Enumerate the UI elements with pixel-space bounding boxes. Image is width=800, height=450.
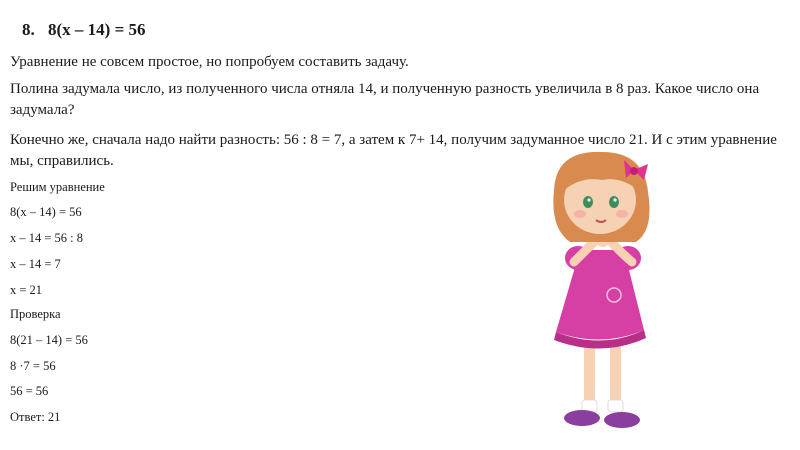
intro-paragraph: Уравнение не совсем простое, но попробуем составить задачу.	[10, 54, 409, 70]
girl-shoe	[564, 410, 600, 426]
eye-highlight	[587, 198, 590, 201]
solution-title: Решим уравнение	[10, 180, 105, 194]
solution-step: x – 14 = 56 : 8	[10, 231, 84, 245]
explanation-paragraph: Конечно же, сначала надо найти разность: 56 : 8 = 7, а затем к 7+ 14, получим задуманное число 21. И с этим уравнение мы, справились.	[10, 132, 777, 169]
solution-step: x – 14 = 7	[10, 257, 61, 271]
check-step: 56 = 56	[10, 384, 49, 398]
task-equation: 8(x – 14) = 56	[48, 20, 146, 39]
answer-line: Ответ: 21	[10, 410, 61, 424]
solution-step: 8(x – 14) = 56	[10, 205, 82, 219]
girl-eye	[609, 196, 619, 208]
girl-cheek	[574, 210, 586, 218]
girl-thinking-illustration	[536, 150, 676, 440]
girl-shoe	[604, 412, 640, 428]
check-step: 8 ·7 = 56	[10, 359, 56, 373]
problem-paragraph: Полина задумала число, из полученного числа отняла 14, и полученную разность увеличила в 8 раз. Какое число она задумала?	[10, 81, 760, 118]
solution-step: x = 21	[10, 283, 43, 297]
bow-knot	[630, 167, 638, 175]
check-title: Проверка	[10, 307, 61, 321]
girl-cheek	[616, 210, 628, 218]
task-heading	[22, 20, 146, 40]
girl-sock	[608, 400, 623, 412]
check-step: 8(21 – 14) = 56	[10, 333, 88, 347]
task-number: 8.	[22, 20, 35, 39]
girl-eye	[583, 196, 593, 208]
eye-highlight	[613, 198, 616, 201]
